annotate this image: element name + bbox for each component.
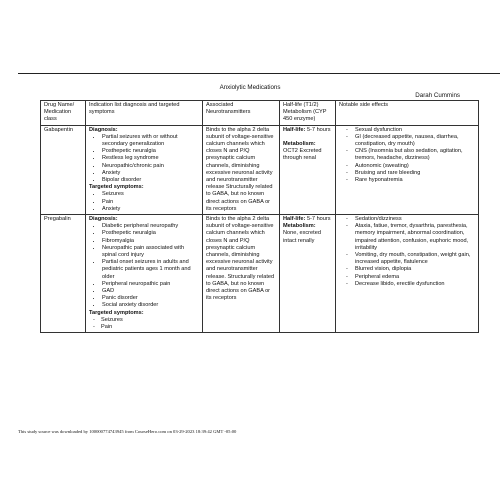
list-item: • Posthepetic neuralgia (102, 148, 199, 155)
list-item: - Sedation/dizziness (355, 216, 475, 223)
targeted-symptoms-label: Targeted symptoms: (89, 184, 144, 191)
half-life-value: 5-7 hours (306, 216, 331, 223)
list-item: • Social anxiety disorder (102, 302, 199, 309)
list-item: • Seizures (102, 191, 199, 198)
table-header-row (41, 101, 479, 126)
list-item: • Peripheral neuropathic pain (102, 281, 199, 288)
side-effects-list (339, 216, 475, 288)
list-item: - Autonomic (sweating) (355, 163, 475, 170)
medication-table (40, 100, 479, 333)
list-item: - Seizures (101, 317, 199, 324)
list-item: • Neuropathic/chronic pain (102, 163, 199, 170)
list-item: • GAD (102, 288, 199, 295)
list-item: - Pain (101, 324, 199, 331)
drug-name: Pregabalin (41, 215, 86, 333)
list-item: - Rare hyponatremia (355, 177, 475, 184)
list-item: • Anxiety (102, 170, 199, 177)
list-item: • Bipolar disorder (102, 177, 199, 184)
document-title: Anxiolytic Medications (219, 84, 281, 91)
list-item: • Pain (102, 199, 199, 206)
list-item: • Panic disorder (102, 295, 199, 302)
list-item: - CNS (Insomnia but also sedation, agitation, tremors, headache, dizziness) (355, 148, 475, 162)
list-item: - Decrease libido, erectile dysfunction (355, 281, 475, 288)
list-item: - Sexual dysfunction (355, 127, 475, 134)
neurotransmitter-cell: Binds to the alpha 2 delta subunit of voltage-sensitive calcium channels which closes N and P/Q presynaptic calcium channels, diminishing excessive neuronal activity and neurotransmitter release Structurally related to GABA, but no known direct actions on GABA or its receptors (203, 125, 280, 214)
header-indication: Indication list diagnosis and targeted symptoms (86, 101, 203, 126)
list-item: - Ataxia, fatiue, tremor, dysarthria, paresthesia, memory impairment, abnormal coordination, impaired attention, confusion, euphoric mood, irritability (355, 223, 475, 252)
list-item: • Neuropathic pain associated with spinal cord injury (102, 245, 199, 259)
targeted-list (89, 317, 199, 331)
list-item: - Blurred vision, diplopia (355, 266, 475, 273)
metabolism-value: None, excreted intact renally (283, 230, 321, 244)
side-effects-list (339, 127, 475, 185)
table-row (41, 215, 479, 333)
list-item: • Diabetic peripheral neuropathy (102, 223, 199, 230)
header-drug-name: Drug Name/ Medication class (41, 101, 86, 126)
list-item: • Posthepetic neuralgia (102, 230, 199, 237)
table-row (41, 125, 479, 214)
half-life-cell (280, 215, 336, 333)
metabolism-value: OCT2 Excreted through renal (283, 148, 322, 162)
neurotransmitter-cell: Binds to the alpha 2 delta subunit of voltage-sensitive calcium channels which closes N and P/Q presynaptic calcium channels, diminishing excessive neuronal activity and neurotransmitter release. Structurally related to GABA, but no known direct actions on GABA or its receptors (203, 215, 280, 333)
diagnosis-label: Diagnosis: (89, 126, 118, 133)
list-item: - Bruising and rare bleeding (355, 170, 475, 177)
half-life-label: Half-life: (283, 126, 306, 133)
list-item: • Restless leg syndrome (102, 155, 199, 162)
diagnosis-list (89, 134, 199, 184)
download-footer: This study source was downloaded by 100000774743945 from CourseHero.com on 03-29-2023 18:39:42 GMT -05:00 (18, 429, 237, 434)
half-life-cell (280, 125, 336, 214)
diagnosis-list (89, 223, 199, 309)
diagnosis-label: Diagnosis: (89, 216, 118, 223)
author-name: Darah Cummins (415, 92, 460, 99)
list-item: • Fibromyalgia (102, 238, 199, 245)
header-neurotransmitters: Associated Neurotransmitters (203, 101, 280, 126)
half-life-label: Half-life: (283, 216, 306, 223)
metabolism-label: Metabolism: (283, 223, 316, 230)
metabolism-label: Metabolism: (283, 140, 316, 147)
header-half-life: Half-life (T1/2) Metabolism (CYP 450 enzyme) (280, 101, 336, 126)
list-item: • Anxiety (102, 206, 199, 213)
half-life-value: 5-7 hours (306, 126, 331, 133)
list-item: • Partial onset seizures in adults and pediatric patients ages 1 month and older (102, 259, 199, 281)
header-rule (18, 73, 500, 74)
targeted-list (89, 191, 199, 213)
list-item: - GI (decreased appetite, nausea, diarrhea, constipation, dry mouth) (355, 134, 475, 148)
list-item: - Peripheral edema (355, 274, 475, 281)
targeted-symptoms-label: Targeted symptoms: (89, 309, 144, 316)
drug-name: Gabapentin (41, 125, 86, 214)
header-side-effects: Notable side effects (336, 101, 479, 126)
side-effects-cell (336, 125, 479, 214)
indication-cell (86, 125, 203, 214)
list-item: • Partial seizures with or without secondary generalization (102, 134, 199, 148)
side-effects-cell (336, 215, 479, 333)
indication-cell (86, 215, 203, 333)
list-item: - Vomiting, dry mouth, constipation, weight gain, increased appetite, flatulence (355, 252, 475, 266)
